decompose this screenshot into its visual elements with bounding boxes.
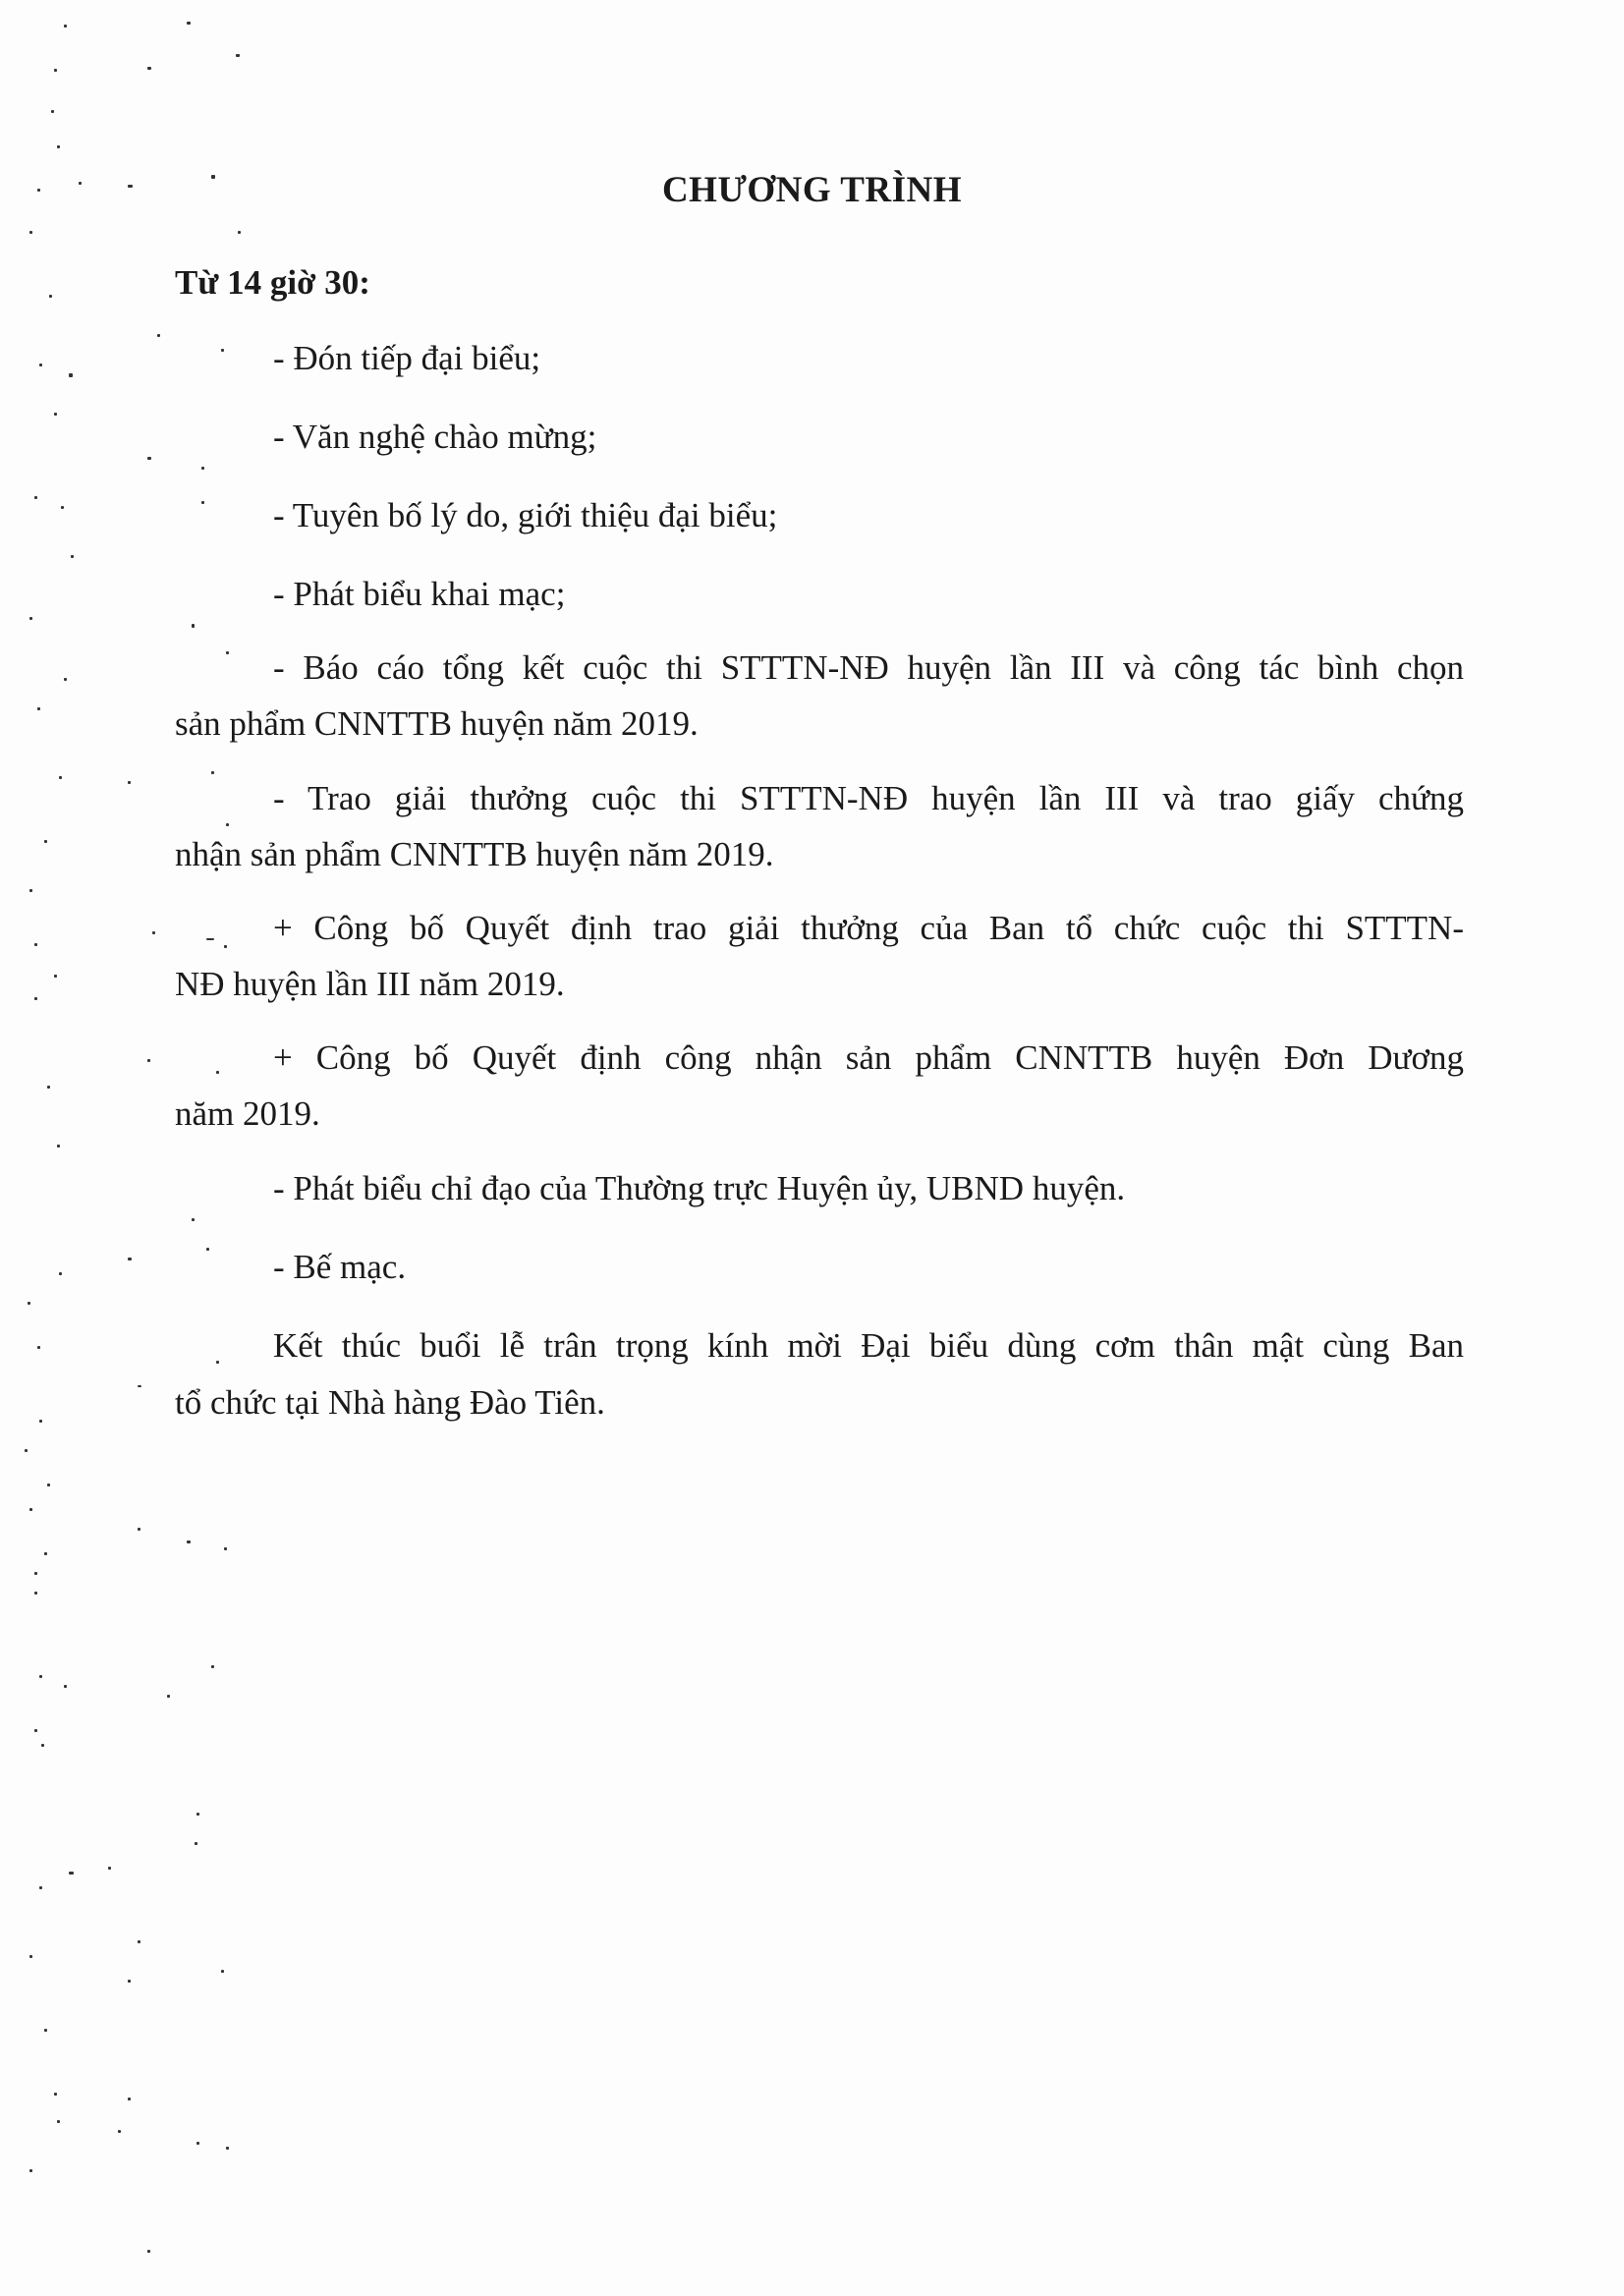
agenda-item-award-line1: - Trao giải thưởng cuộc thi STTTN-NĐ huyện lần III và trao giấy chứng bbox=[273, 779, 1464, 817]
sub-item-decision-recognition-line2: năm 2019. bbox=[175, 1094, 320, 1133]
invitation-line2: tổ chức tại Nhà hàng Đào Tiên. bbox=[175, 1383, 605, 1422]
agenda-item-award-line2: nhận sản phẩm CNNTTB huyện năm 2019. bbox=[175, 835, 774, 873]
sub-item-decision-recognition-line1: + Công bố Quyết định công nhận sản phẩm CNNTTB huyện Đơn Dương bbox=[273, 1038, 1464, 1077]
agenda-item-report-line2: sản phẩm CNNTTB huyện năm 2019. bbox=[175, 704, 699, 743]
agenda-item-welcome: - Đón tiếp đại biểu; bbox=[273, 339, 541, 377]
agenda-item-report-line1: - Báo cáo tổng kết cuộc thi STTTN-NĐ huyện lần III và công tác bình chọn bbox=[273, 648, 1464, 687]
agenda-item-performance: - Văn nghệ chào mừng; bbox=[273, 418, 597, 456]
time-heading: Từ 14 giờ 30: bbox=[175, 263, 370, 302]
agenda-item-introduction: - Tuyên bố lý do, giới thiệu đại biểu; bbox=[273, 496, 778, 534]
invitation-line1: Kết thúc buổi lễ trân trọng kính mời Đại biểu dùng cơm thân mật cùng Ban bbox=[273, 1326, 1464, 1365]
sub-item-decision-award-line1: + Công bố Quyết định trao giải thưởng của Ban tổ chức cuộc thi STTTN- bbox=[273, 909, 1464, 947]
page-title: CHƯƠNG TRÌNH bbox=[661, 170, 963, 210]
agenda-item-direction: - Phát biểu chỉ đạo của Thường trực Huyện ủy, UBND huyện. bbox=[273, 1169, 1126, 1207]
sub-item-decision-award-line2: NĐ huyện lần III năm 2019. bbox=[175, 965, 565, 1003]
agenda-item-opening-speech: - Phát biểu khai mạc; bbox=[273, 575, 566, 613]
agenda-item-closing: - Bế mạc. bbox=[273, 1248, 407, 1286]
